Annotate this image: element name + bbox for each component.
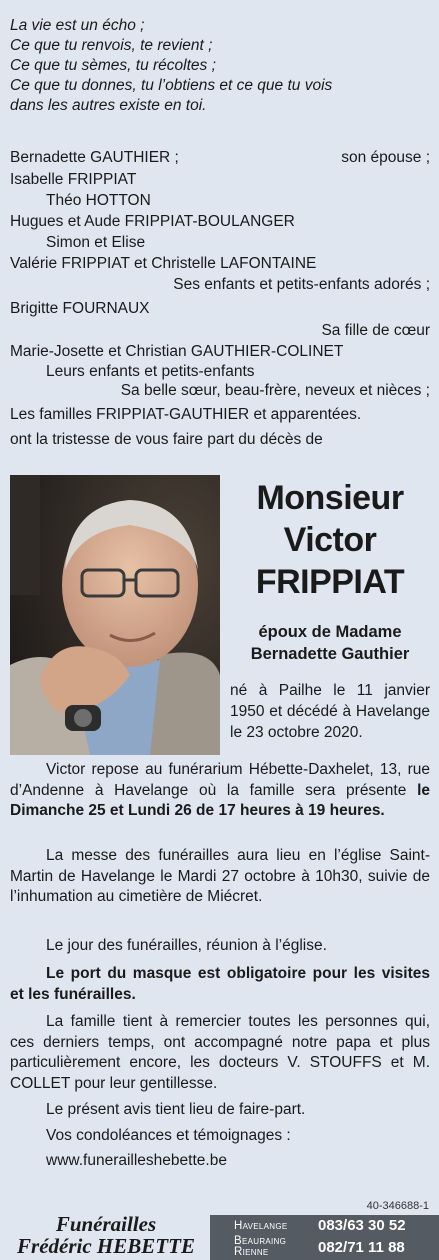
meeting-text: Le jour des funérailles, réunion à l’église. <box>46 937 327 954</box>
poem-line: La vie est un écho ; <box>10 17 145 34</box>
place-rienne: Rienne <box>234 1246 269 1258</box>
place-havelange: Havelange <box>234 1220 288 1232</box>
spouse-line-1: époux de Madame <box>258 623 402 641</box>
condolences-text: Vos condoléances et témoignages : <box>46 1127 291 1144</box>
mass-text: La messe des funérailles aura lieu en l’église Saint-Martin de Havelange le Mardi 27 octobre à 10h30, suivie de l’inhumation au cimetière de Miécret. <box>10 847 430 905</box>
in-laws-role: Sa belle sœur, beau-frère, neveux et nièces ; <box>120 382 430 399</box>
notice-text: Le présent avis tient lieu de faire-part. <box>46 1101 306 1118</box>
children-role: Ses enfants et petits-enfants adorés ; <box>173 276 430 293</box>
announce-line: ont la tristesse de vous faire part du décès de <box>10 431 323 448</box>
place-beauraing: Beauraing <box>234 1235 287 1247</box>
website-paragraph <box>10 1151 430 1172</box>
heart-daughter-role: Sa fille de cœur <box>321 322 430 339</box>
meeting-paragraph <box>10 936 430 957</box>
thanks-text: La famille tient à remercier toutes les personnes qui, ces derniers temps, ont accompagné notre papa et plus particulièrement encore, les docteurs V. STOUFFS et M. COLLET pour leur gentillesse. <box>10 1013 430 1092</box>
child-name: Valérie FRIPPIAT et Christelle LAFONTAINE <box>10 255 317 272</box>
mask-text: Le port du masque est obligatoire pour les visites et les funérailles. <box>10 965 430 1003</box>
phone-havelange: 083/63 30 52 <box>318 1217 406 1234</box>
child-name: Hugues et Aude FRIPPIAT-BOULANGER <box>10 213 295 230</box>
thanks-paragraph <box>10 1012 430 1094</box>
funeral-home-name <box>0 1213 212 1260</box>
families-line: Les familles FRIPPIAT-GAUTHIER et apparentées. <box>10 406 362 423</box>
spouse-line-2: Bernadette Gauthier <box>250 645 410 663</box>
visiting-hours: le Dimanche 25 et Lundi 26 de 17 heures à 19 heures. <box>10 781 430 819</box>
spouse-role: son épouse ; <box>341 149 430 166</box>
spouse-name: Bernadette GAUTHIER ; <box>10 149 179 166</box>
condolences-paragraph <box>10 1126 430 1147</box>
grandchild-name: Simon et Elise <box>46 234 146 251</box>
in-laws-name: Marie-Josette et Christian GAUTHIER-COLINET <box>10 343 344 360</box>
deceased-title: Monsieur <box>256 479 404 517</box>
child-name: Isabelle FRIPPIAT <box>10 171 137 188</box>
poem-line: Ce que tu sèmes, tu récoltes ; <box>10 57 216 74</box>
website-link[interactable]: www.funerailleshebette.be <box>46 1152 227 1169</box>
deceased-last-name: FRIPPIAT <box>255 563 405 601</box>
notice-paragraph <box>10 1100 430 1121</box>
reference-number: 40-346688-1 <box>366 1200 429 1212</box>
portrait-illustration <box>10 475 220 755</box>
poem <box>10 16 430 116</box>
grandchild-name: Théo HOTTON <box>46 192 151 209</box>
in-laws-children: Leurs enfants et petits-enfants <box>46 363 255 380</box>
poem-line: Ce que tu donnes, tu l’obtiens et ce que tu vois <box>10 77 333 94</box>
poem-line: dans les autres existe en toi. <box>10 97 207 114</box>
deceased-first-name: Victor <box>283 521 377 559</box>
portrait-photo <box>10 475 220 755</box>
funeral-home-line-1: Funérailles <box>55 1212 157 1236</box>
funeral-home-contacts <box>210 1215 439 1260</box>
mass-paragraph <box>10 846 430 908</box>
funerarium-paragraph <box>10 760 430 822</box>
birth-death-dates: né à Pailhe le 11 janvier 1950 et décédé à Havelange le 23 octobre 2020. <box>230 682 430 741</box>
mask-paragraph <box>10 964 430 1005</box>
heart-daughter-name: Brigitte FOURNAUX <box>10 300 150 317</box>
funerarium-text: Victor repose au funérarium Hébette-Daxhelet, 13, rue d’Andenne à Havelange où la famille sera présente <box>10 761 430 799</box>
poem-line: Ce que tu renvois, te revient ; <box>10 37 213 54</box>
funeral-home-line-2: Frédéric HEBETTE <box>17 1234 195 1258</box>
phone-beauraing: 082/71 11 88 <box>318 1239 405 1256</box>
